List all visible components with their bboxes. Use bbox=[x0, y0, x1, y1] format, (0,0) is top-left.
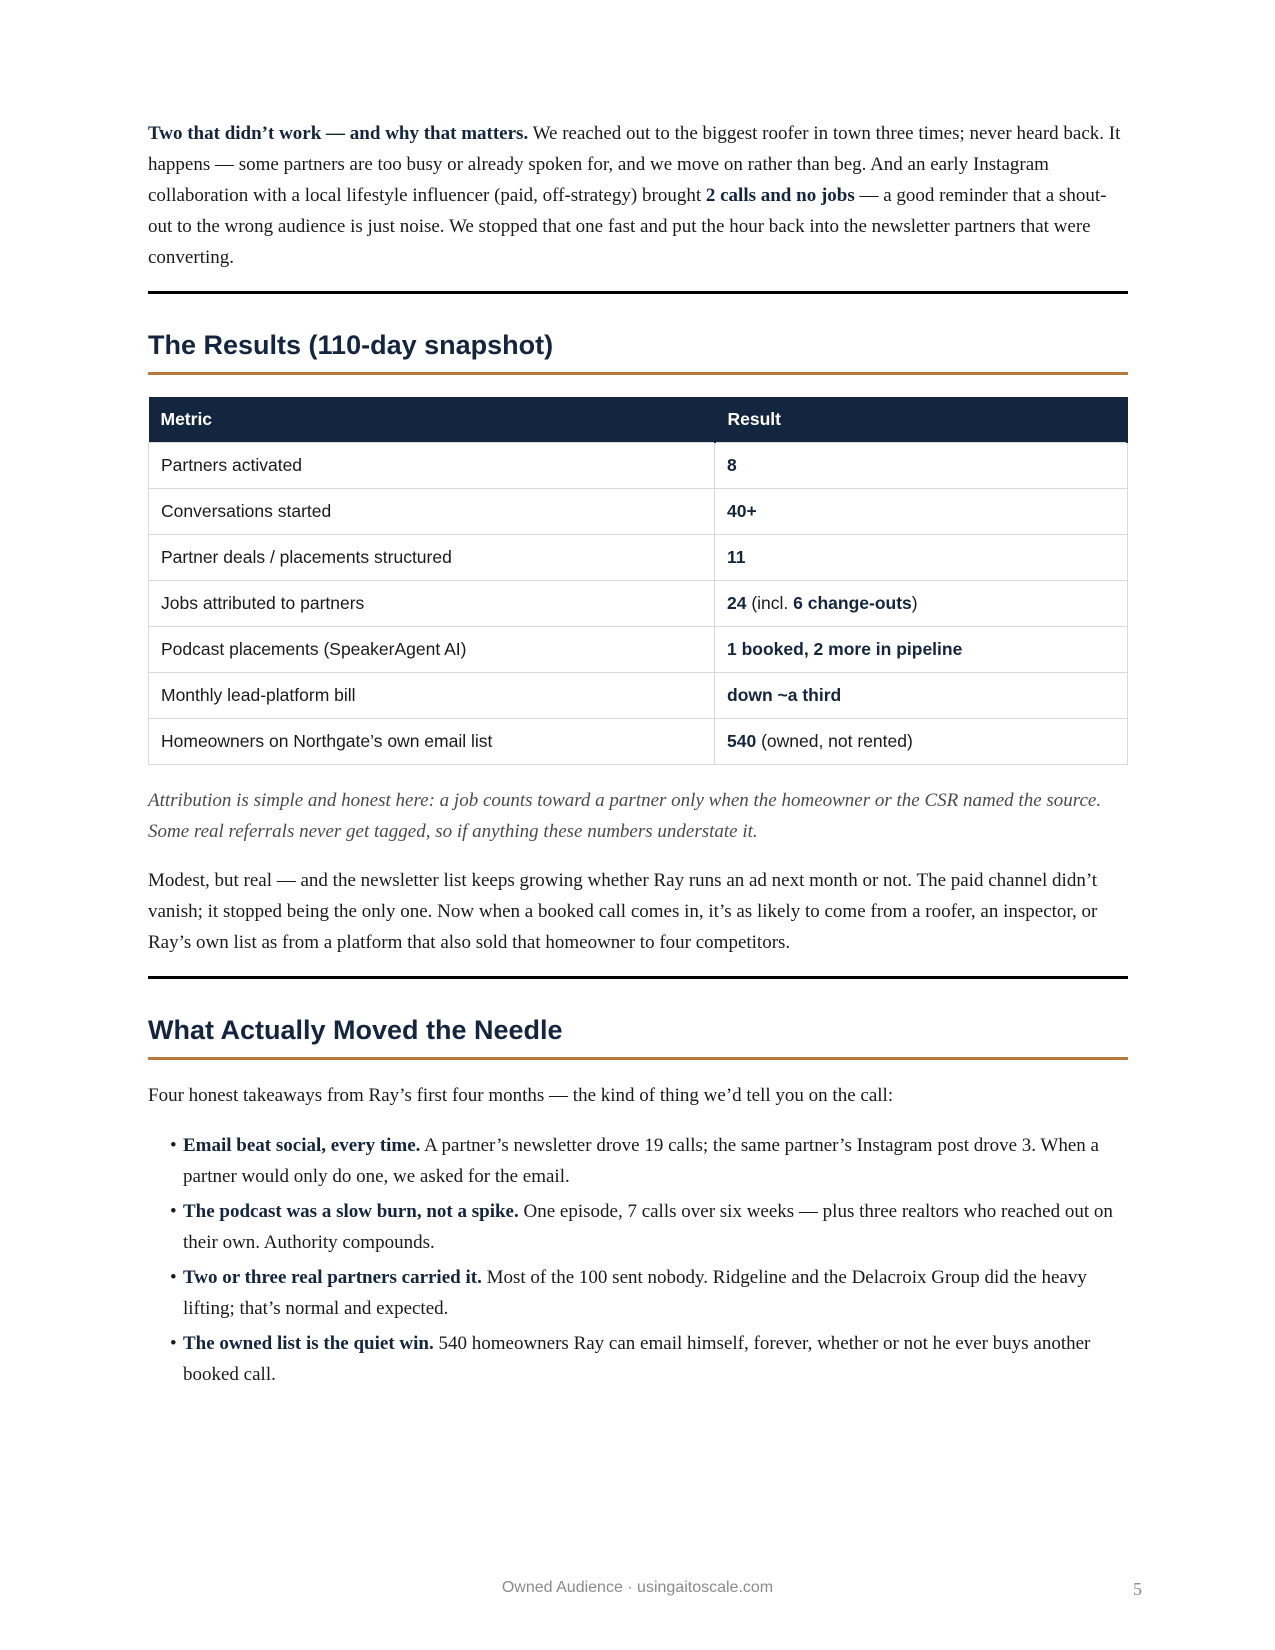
takeaway-lead: The owned list is the quiet win. bbox=[183, 1333, 434, 1354]
metric-cell: Partner deals / placements structured bbox=[149, 535, 715, 581]
table-row bbox=[149, 581, 1128, 627]
result-cell bbox=[715, 627, 1128, 673]
result-detail: (incl. bbox=[746, 593, 794, 613]
table-header-row bbox=[149, 397, 1128, 443]
attribution-note: Attribution is simple and honest here: a job counts toward a partner only when the homeowner or the CSR named the source. Some real referrals never get tagged, so if anything these numbers understate it. bbox=[148, 790, 1102, 842]
result-cell bbox=[715, 535, 1128, 581]
takeaway-lead: Two or three real partners carried it. bbox=[183, 1267, 482, 1288]
heading-underline bbox=[148, 1057, 1128, 1060]
document-body bbox=[148, 118, 1128, 1394]
metric-cell: Homeowners on Northgate’s own email list bbox=[149, 719, 715, 765]
metric-cell: Partners activated bbox=[149, 443, 715, 489]
table-row bbox=[149, 673, 1128, 719]
result-value: 24 bbox=[727, 593, 747, 613]
heading-underline bbox=[148, 372, 1128, 375]
result-detail-end: ) bbox=[911, 593, 918, 613]
intro-bold: 2 calls and no jobs bbox=[705, 185, 855, 206]
needle-heading: What Actually Moved the Needle bbox=[148, 1015, 563, 1045]
takeaway-text: 540 homeowners Ray can email himself, forever, whether or not he ever buys another booked call. bbox=[183, 1333, 1091, 1385]
result-value: 11 bbox=[727, 547, 746, 567]
takeaways-list bbox=[148, 1130, 1128, 1390]
result-cell bbox=[715, 719, 1128, 765]
page-footer: Owned Audience · usingaitoscale.com bbox=[501, 1579, 774, 1596]
table-row bbox=[149, 489, 1128, 535]
table-row bbox=[149, 535, 1128, 581]
intro-text-1: We reached out to the biggest roofer in town three times; never heard back. It happens — some partners are too busy or already spoken for, and we move on rather than beg. And an early Instagram collaboration with a local lifestyle influencer (paid, off-strategy) brought bbox=[148, 123, 1121, 206]
result-detail: (owned, not rented) bbox=[756, 731, 913, 751]
table-row bbox=[149, 627, 1128, 673]
page-number: 5 bbox=[1133, 1579, 1142, 1599]
results-heading: The Results (110-day snapshot) bbox=[148, 330, 554, 360]
result-cell bbox=[715, 489, 1128, 535]
needle-intro: Four honest takeaways from Ray’s first four months — the kind of thing we’d tell you on the call: bbox=[148, 1085, 894, 1106]
column-header-metric: Metric bbox=[149, 397, 715, 443]
list-item bbox=[148, 1130, 1128, 1192]
intro-lead: Two that didn’t work — and why that matters. bbox=[148, 123, 529, 144]
metric-cell: Monthly lead-platform bill bbox=[149, 673, 715, 719]
result-value: 540 bbox=[727, 731, 757, 751]
takeaway-lead: Email beat social, every time. bbox=[183, 1135, 421, 1156]
table-row bbox=[149, 443, 1128, 489]
metric-cell: Conversations started bbox=[149, 489, 715, 535]
results-table bbox=[148, 397, 1128, 765]
section-divider bbox=[148, 976, 1128, 979]
result-value: 40+ bbox=[727, 501, 757, 521]
metric-cell: Jobs attributed to partners bbox=[149, 581, 715, 627]
result-value-secondary: 6 change-outs bbox=[793, 593, 912, 613]
result-cell bbox=[715, 443, 1128, 489]
takeaway-text: A partner’s newsletter drove 19 calls; the same partner’s Instagram post drove 3. When a partner would only do one, we asked for the email. bbox=[183, 1135, 1099, 1187]
result-value: down ~a third bbox=[727, 685, 842, 705]
list-item bbox=[148, 1262, 1128, 1324]
result-cell bbox=[715, 673, 1128, 719]
intro-text-2: — a good reminder that a shout-out to the wrong audience is just noise. We stopped that one fast and put the hour back into the newsletter partners that were converting. bbox=[148, 185, 1107, 268]
takeaway-lead: The podcast was a slow burn, not a spike. bbox=[183, 1201, 519, 1222]
takeaway-text: One episode, 7 calls over six weeks — plus three realtors who reached out on their own. Authority compounds. bbox=[183, 1201, 1113, 1253]
result-value: 8 bbox=[727, 455, 737, 475]
takeaway-text: Most of the 100 sent nobody. Ridgeline and the Delacroix Group did the heavy lifting; that’s normal and expected. bbox=[183, 1267, 1087, 1319]
list-item bbox=[148, 1328, 1128, 1390]
table-row bbox=[149, 719, 1128, 765]
metric-cell: Podcast placements (SpeakerAgent AI) bbox=[149, 627, 715, 673]
result-cell bbox=[715, 581, 1128, 627]
intro-paragraph bbox=[148, 118, 1128, 273]
summary-paragraph: Modest, but real — and the newsletter list keeps growing whether Ray runs an ad next month or not. The paid channel didn’t vanish; it stopped being the only one. Now when a booked call comes in, it’s as likely to come from a roofer, an inspector, or Ray’s own list as from a platform that also sold that homeowner to four competitors. bbox=[148, 870, 1098, 953]
result-value: 1 booked, 2 more in pipeline bbox=[727, 639, 963, 659]
list-item bbox=[148, 1196, 1128, 1258]
section-divider bbox=[148, 291, 1128, 294]
column-header-result: Result bbox=[715, 397, 1128, 443]
